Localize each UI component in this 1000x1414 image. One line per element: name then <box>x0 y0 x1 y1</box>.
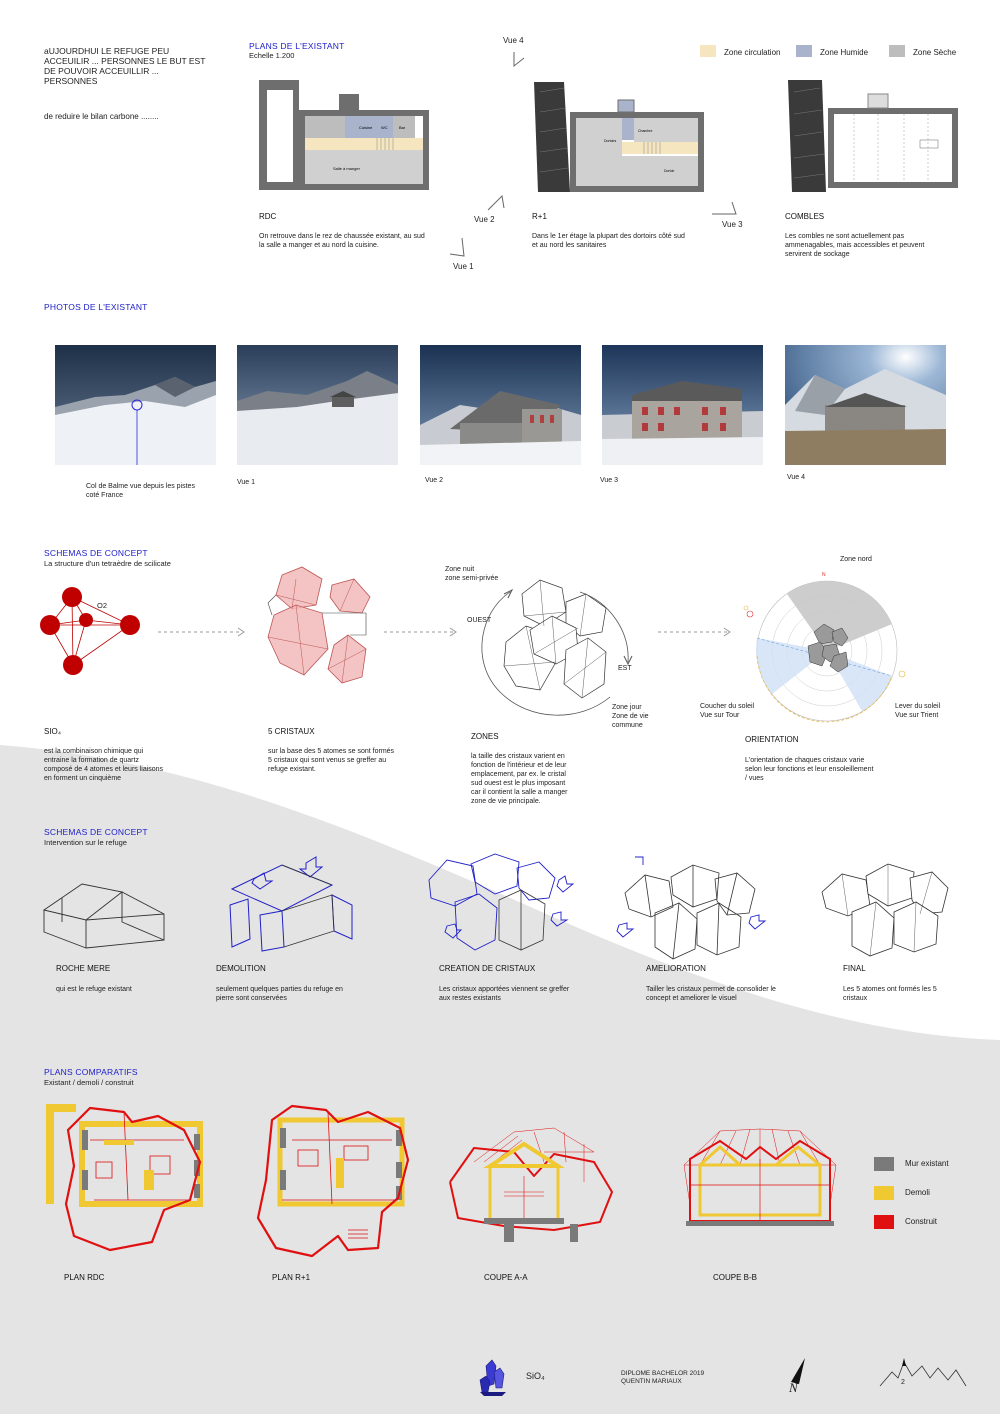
comparatif-label-3: COUPE B-B <box>713 1273 758 1282</box>
photo-caption-1: Vue 1 <box>237 479 256 486</box>
plan-combles-existant <box>788 80 963 192</box>
concept2-item-3-text: Tailler les cristaux permet de consolider le concept et ameliorer le visuel <box>646 986 776 1002</box>
photo-caption-0: Col de Balme vue depuis les pistes coté France <box>86 483 195 499</box>
view-marker-1: Vue 1 <box>453 262 474 271</box>
plan-combles-title: COMBLES <box>785 212 825 221</box>
zone-jour-label: Zone jour Zone de vie commune <box>612 704 649 729</box>
plans-existant-scale: Echelle 1.200 <box>249 51 295 60</box>
photo-col-de-balme <box>55 345 216 465</box>
concept2-item-0-text: qui est le refuge existant <box>56 986 132 993</box>
concept2-item-0-title: ROCHE MERE <box>56 964 111 973</box>
concept2-item-2-text: Les cristaux apportées viennent se greffer aux restes existants <box>439 986 570 1002</box>
coupe-aa-comparatif <box>444 1122 614 1252</box>
concept2-item-1-text: seulement quelques parties du refuge en pierre sont conservées <box>216 986 343 1002</box>
view-arrow-2 <box>486 192 506 212</box>
legend-label-construit: Construit <box>905 1217 938 1226</box>
concept1-item-3-title: ORIENTATION <box>745 735 799 744</box>
plan-r1-comparatif <box>252 1100 422 1260</box>
legend-label-mur-existant: Mur existant <box>905 1159 949 1168</box>
concept1-item-1-title: 5 CRISTAUX <box>268 727 315 736</box>
photo-vue-1 <box>237 345 398 465</box>
legend-swatch-demoli <box>874 1186 894 1200</box>
plan-rdc-comparatif <box>44 1100 214 1255</box>
est-label: EST <box>618 665 632 672</box>
concept2-item-4-title: FINAL <box>843 964 866 973</box>
concept1-heading: SCHEMAS DE CONCEPT <box>44 548 148 558</box>
zone-nuit-label: Zone nuit zone semi-privée <box>445 566 499 582</box>
concept1-item-2-title: ZONES <box>471 732 499 741</box>
arrow-concept-2 <box>384 628 460 636</box>
plan-r1-existant <box>534 82 709 194</box>
concept1-item-3-text: L'orientation de chaques cristaux varie selon leur fonctions et leur ensoleillement / vues <box>745 757 874 782</box>
comparatif-label-2: COUPE A-A <box>484 1273 528 1282</box>
room-wc: WC <box>381 125 388 130</box>
view-marker-3: Vue 3 <box>722 220 743 229</box>
photo-vue-2 <box>420 345 581 465</box>
concept2-heading: SCHEMAS DE CONCEPT <box>44 827 148 837</box>
five-crystals <box>262 565 377 690</box>
concept2-item-2-title: CREATION DE CRISTAUX <box>439 964 536 973</box>
photo-caption-3: Vue 3 <box>600 477 619 484</box>
final-drawing <box>818 858 953 958</box>
intro-text: de reduire le bilan carbone ........ <box>44 112 159 121</box>
legend-swatch-mur-existant <box>874 1157 894 1171</box>
photo-vue-4 <box>785 345 946 465</box>
room-dortoir: Dortoir <box>664 169 675 173</box>
footer-logo-text: SiO₄ <box>526 1371 545 1381</box>
zone-nord-label: Zone nord <box>840 556 872 563</box>
footer-page-number: 2 <box>901 1379 905 1386</box>
legend-swatch-circulation <box>700 45 716 57</box>
creation-cristaux-drawing <box>425 850 575 960</box>
lever-label: Lever du soleil Vue sur Trient <box>895 703 941 719</box>
photo-caption-2: Vue 2 <box>425 477 444 484</box>
svg-text:N: N <box>822 572 826 578</box>
view-arrow-3 <box>710 198 740 218</box>
legend-label-seche: Zone Sèche <box>913 48 957 57</box>
legend-swatch-construit <box>874 1215 894 1229</box>
intro-title: aUJOURDHUI LE REFUGE PEU ACCEUILIR ... PERSONNES LE BUT EST DE POUVOIR ACCEUILLIR ... PERSONNES <box>44 46 206 86</box>
zones-diagram <box>470 572 640 722</box>
plan-combles-text: Les combles ne sont actuellement pas ammenagables, mais accessibles et peuvent servirent de sockage <box>785 233 925 258</box>
comparatif-label-0: PLAN RDC <box>64 1273 105 1282</box>
room-chambre: Chambre <box>638 129 653 133</box>
amelioration-drawing <box>615 855 765 960</box>
room-bar: Bar <box>399 125 406 130</box>
plan-r1-title: R+1 <box>532 212 547 221</box>
footer-author: QUENTIN MARIAUX <box>621 1378 682 1385</box>
roche-mere-drawing <box>42 870 172 955</box>
concept2-subtitle: Intervention sur le refuge <box>44 838 127 847</box>
legend-label-humide: Zone Humide <box>820 48 869 57</box>
legend-label-demoli: Demoli <box>905 1188 930 1197</box>
plan-rdc-text: On retrouve dans le rez de chaussée existant, au sud la salle a manger et au nord la cuisine. <box>259 233 425 249</box>
crystal-logo-icon <box>478 1360 508 1396</box>
legend-swatch-seche <box>889 45 905 57</box>
arrow-concept-1 <box>158 628 248 636</box>
plans-existant-heading: PLANS DE L'EXISTANT <box>249 41 345 51</box>
comparatif-label-1: PLAN R+1 <box>272 1273 311 1282</box>
concept1-item-0-text: est la combinaison chimique qui entraine la formation de quartz composé de 4 atomes et leurs liaisons en forment un cinquième <box>44 748 164 782</box>
photo-caption-4: Vue 4 <box>787 474 806 481</box>
concept2-item-3-title: AMELIORATION <box>646 964 706 973</box>
arrow-concept-3 <box>658 628 734 636</box>
coupe-bb-comparatif <box>680 1125 840 1240</box>
comparatifs-heading: PLANS COMPARATIFS <box>44 1067 138 1077</box>
concept1-item-2-text: la taille des cristaux varient en fonction de l'intérieur et de leur emplacement, par ex. le cristal sud ouest est le plus imposant car il contient la salle a manger zone de vie principale. <box>471 753 568 805</box>
sio4-molecule <box>40 585 150 680</box>
plan-r1-text: Dans le 1er étage la plupart des dortoirs côté sud et au nord les sanitaires <box>532 233 685 249</box>
mountain-logo-icon <box>878 1354 968 1390</box>
concept2-item-1-title: DEMOLITION <box>216 964 266 973</box>
photo-vue-3 <box>602 345 763 465</box>
view-marker-4: Vue 4 <box>503 36 524 45</box>
view-marker-2: Vue 2 <box>474 215 495 224</box>
ouest-label: OUEST <box>467 617 492 624</box>
concept1-item-1-text: sur la base des 5 atomes se sont formés 5 cristaux qui sont venus se greffer au refuge existant. <box>268 748 395 773</box>
concept1-item-0-title: SIO₄ <box>44 727 62 736</box>
photos-heading: PHOTOS DE L'EXISTANT <box>44 302 148 312</box>
concept1-subtitle: La structure d'un tetraèdre de scilicate <box>44 559 171 568</box>
sun-orientation-diagram <box>742 566 912 736</box>
footer-diploma: DIPLOME BACHELOR 2019 <box>621 1370 705 1377</box>
concept2-item-4-text: Les 5 atomes ont formés les 5 cristaux <box>843 986 937 1002</box>
comparatifs-subtitle: Existant / demoli / construit <box>44 1078 134 1087</box>
room-dortoirs: Dortoirs <box>604 139 617 143</box>
coucher-label: Coucher du soleil Vue sur Tour <box>700 703 755 719</box>
view-arrow-1 <box>448 236 468 260</box>
north-label: N <box>789 1380 798 1395</box>
plan-rdc-existant <box>259 80 434 192</box>
legend-swatch-humide <box>796 45 812 57</box>
view-arrow-4 <box>512 50 526 70</box>
plan-rdc-title: RDC <box>259 212 277 221</box>
demolition-drawing <box>222 855 362 955</box>
room-cuisine: Cuisine <box>359 125 373 130</box>
atom-label: O2 <box>97 601 108 610</box>
room-salle: Salle à manger <box>333 166 360 171</box>
legend-label-circulation: Zone circulation <box>724 48 781 57</box>
